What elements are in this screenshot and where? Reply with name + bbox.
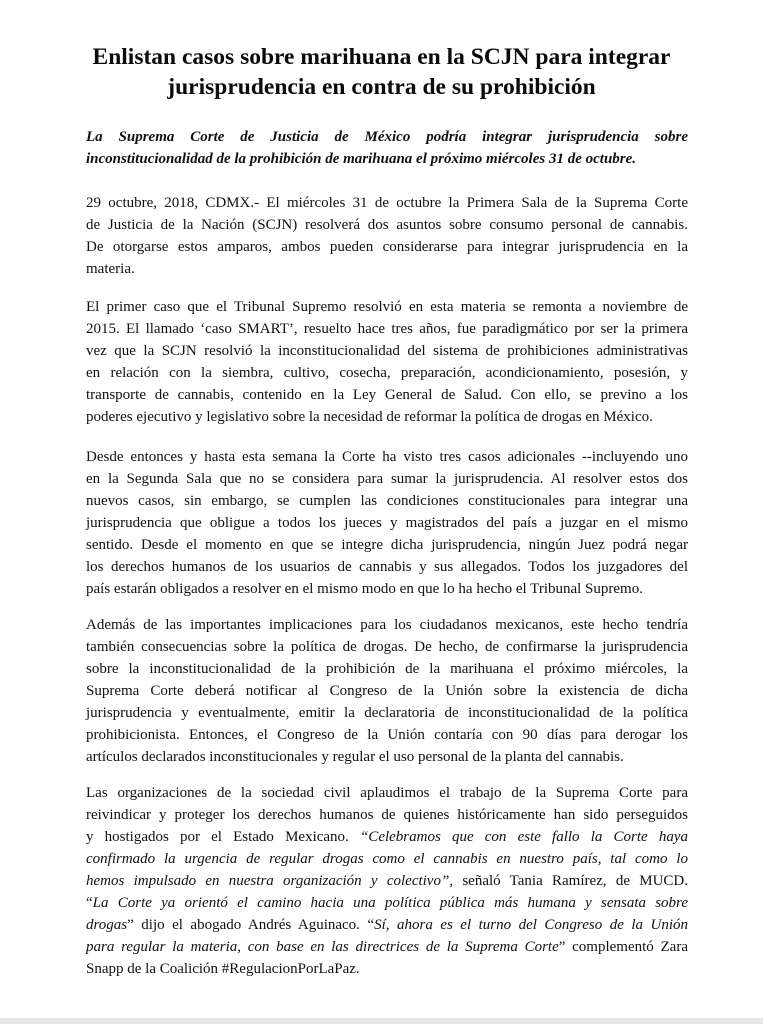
paragraph-line: jurisprudencia y eventualmente, emitir la declaratoria de inconstitucionalidad de la política bbox=[86, 705, 688, 721]
quote-text: para regular la materia, con base en las directrices de la Suprema Corte bbox=[86, 939, 559, 955]
text-run: , señaló Tania Ramírez, de MUCD. bbox=[449, 873, 688, 889]
quote-text: confirmado la urgencia de regular drogas como el cannabis en nuestro país, tal como lo bbox=[86, 851, 688, 867]
paragraph-line bbox=[86, 936, 688, 958]
paragraph-line: prohibicionista. Entonces, el Congreso de la Unión contaría con 90 días para derogar los bbox=[86, 727, 688, 743]
paragraph-line: sentido. Desde el momento en que se integre dicha jurisprudencia, ningún Juez podrá negar bbox=[86, 537, 688, 553]
paragraph-line: país estarán obligados a resolver en el mismo modo en que lo ha hecho el Tribunal Supremo. bbox=[86, 581, 643, 597]
paragraph-line bbox=[86, 892, 688, 914]
paragraph-line: de Justicia de la Nación (SCJN) resolverá dos asuntos sobre consumo personal de cannabis. bbox=[86, 217, 688, 233]
title-line: jurisprudencia en contra de su prohibición bbox=[167, 74, 596, 100]
paragraph-line: De otorgarse estos amparos, ambos pueden considerarse para integrar jurisprudencia en la bbox=[86, 239, 688, 255]
lede-paragraph bbox=[86, 126, 688, 170]
paragraph-2 bbox=[86, 296, 688, 428]
paragraph-5 bbox=[86, 782, 688, 980]
paragraph-line: materia. bbox=[86, 261, 135, 277]
paragraph-line: Snapp de la Coalición #RegulacionPorLaPaz. bbox=[86, 961, 360, 977]
paragraph-line: los derechos humanos de los usuarios de cannabis y sus allegados. Todos los juzgadores del bbox=[86, 559, 688, 575]
paragraph-line: transporte de cannabis, contenido en la Ley General de Salud. Con ello, se previno a los bbox=[86, 387, 688, 403]
quote-text: “Celebramos que con este fallo la Corte haya bbox=[359, 829, 689, 845]
paragraph-line: Suprema Corte deberá notificar al Congreso de la Unión sobre la existencia de dicha bbox=[86, 683, 688, 699]
text-run: ” complementó Zara bbox=[558, 939, 688, 955]
quote-text: drogas bbox=[86, 917, 128, 933]
paragraph-line: también consecuencias sobre la política de drogas. De hecho, de confirmarse la jurisprudencia bbox=[86, 639, 688, 655]
paragraph-line: El primer caso que el Tribunal Supremo resolvió en esta materia se remonta a noviembre de bbox=[86, 299, 688, 315]
paragraph-line: en relación con la siembra, cultivo, cosecha, preparación, acondicionamiento, posesión, y bbox=[86, 365, 688, 381]
title-line: Enlistan casos sobre marihuana en la SCJN para integrar bbox=[92, 44, 671, 70]
paragraph-line: Además de las importantes implicaciones para los ciudadanos mexicanos, este hecho tendría bbox=[86, 617, 688, 633]
paragraph-line: en la Segunda Sala que no se considera para sumar la jurisprudencia. Al resolver estos dos bbox=[86, 471, 688, 487]
quote-text: hemos impulsado en nuestra organización y colectivo” bbox=[86, 873, 450, 889]
quote-text: La Corte ya orientó el camino hacia una política pública más humana y sensata sobre bbox=[92, 895, 688, 911]
paragraph-line: nuevos casos, sin embargo, se cumplen las condiciones constitucionales para integrar una bbox=[86, 493, 688, 509]
paragraph-1 bbox=[86, 192, 688, 280]
paragraph-line bbox=[86, 848, 688, 870]
paragraph-line: poderes ejecutivo y legislativo sobre la necesidad de reformar la política de drogas en México. bbox=[86, 409, 653, 425]
paragraph-line bbox=[86, 826, 688, 848]
paragraph-line: reivindicar y proteger los derechos humanos de quienes históricamente han sido perseguidos bbox=[86, 807, 688, 823]
quote-text: Sí, ahora es el turno del Congreso de la Unión bbox=[374, 917, 689, 933]
paragraph-line: 29 octubre, 2018, CDMX.- El miércoles 31 de octubre la Primera Sala de la Suprema Corte bbox=[86, 195, 688, 211]
paragraph-line: sobre la inconstitucionalidad de la prohibición de la marihuana el próximo miércoles, la bbox=[86, 661, 688, 677]
paragraph-line: jurisprudencia que obligue a todos los jueces y magistrados del país a juzgar en el mismo bbox=[86, 515, 688, 531]
paragraph-line: Desde entonces y hasta esta semana la Corte ha visto tres casos adicionales --incluyendo uno bbox=[86, 449, 688, 465]
text-run: ” dijo el abogado Andrés Aguinaco. “ bbox=[127, 917, 375, 933]
document-title bbox=[60, 42, 703, 102]
lede-line: inconstitucionalidad de la prohibición de marihuana el próximo miércoles 31 de octubre. bbox=[86, 151, 637, 167]
paragraph-line: Las organizaciones de la sociedad civil aplaudimos el trabajo de la Suprema Corte para bbox=[86, 785, 688, 801]
paragraph-line: artículos declarados inconstitucionales y regular el uso personal de la planta del cannabis. bbox=[86, 749, 624, 765]
text-run: “ bbox=[86, 895, 93, 911]
paragraph-line bbox=[86, 914, 688, 936]
lede-line: La Suprema Corte de Justicia de México podría integrar jurisprudencia sobre bbox=[86, 129, 688, 145]
page-bottom-edge bbox=[0, 1018, 763, 1024]
text-run: y hostigados por el Estado Mexicano. bbox=[86, 829, 360, 845]
paragraph-3 bbox=[86, 446, 688, 600]
paragraph-line: 2015. El llamado ‘caso SMART’, resuelto hace tres años, fue paradigmático por ser la primera bbox=[86, 321, 688, 337]
paragraph-line: vez que la SCJN resolvió la inconstitucionalidad del sistema de prohibiciones administrativas bbox=[86, 343, 688, 359]
paragraph-line bbox=[86, 870, 688, 892]
paragraph-4 bbox=[86, 614, 688, 768]
